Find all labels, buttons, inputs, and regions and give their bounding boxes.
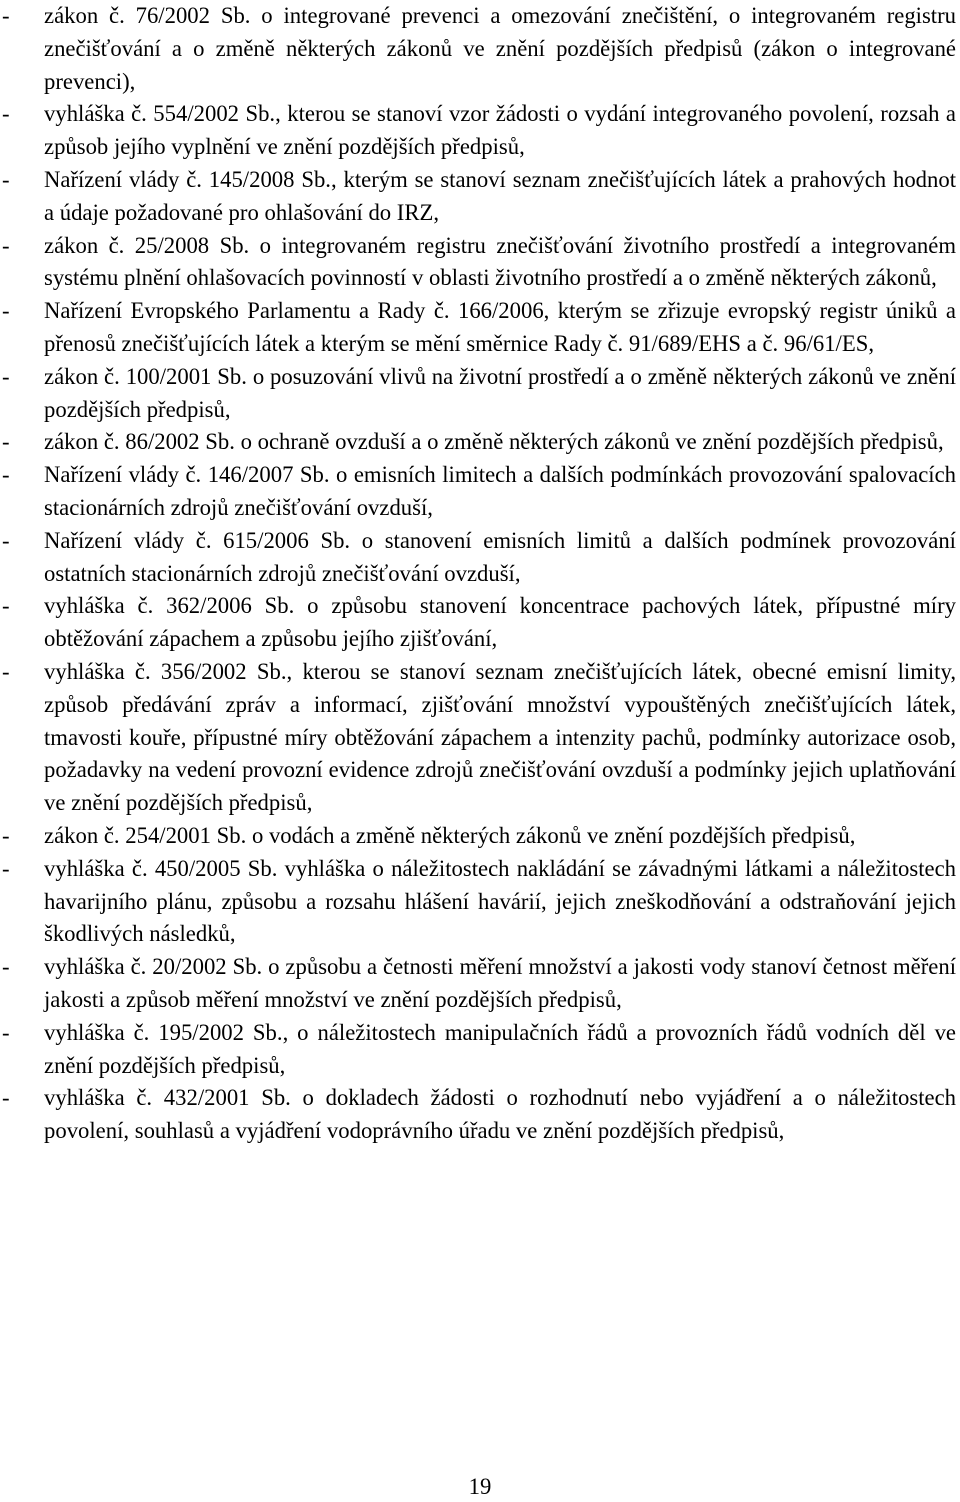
list-item xyxy=(0,361,956,427)
list-marker: - xyxy=(2,166,10,192)
list-item-text: vyhláška č. 554/2002 Sb., kterou se stanoví vzor žádosti o vydání integrovaného povolení, rozsah a způsob jejího vyplnění ve znění pozdějších předpisů, xyxy=(44,101,956,160)
list-item-text: Nařízení vlády č. 615/2006 Sb. o stanovení emisních limitů a dalších podmínek provozování ostatních stacionárních zdrojů znečišťování ovzduší, xyxy=(44,527,956,586)
list-marker: - xyxy=(2,462,10,488)
list-item xyxy=(0,951,956,1017)
list-marker: - xyxy=(2,658,10,684)
list-item xyxy=(0,525,956,591)
list-item-text: Nařízení vlády č. 146/2007 Sb. o emisních limitech a dalších podmínkách provozování spalovacích stacionárních zdrojů znečišťování ovzduší, xyxy=(44,462,956,520)
list-marker: - xyxy=(2,363,10,389)
list-item xyxy=(0,590,956,656)
list-item-text: zákon č. 100/2001 Sb. o posuzování vlivů na životní prostředí a o změně některých zákonů ve znění pozdějších předpisů, xyxy=(44,363,956,422)
list-item xyxy=(0,459,956,525)
list-item-text: vyhláška č. 195/2002 Sb., o náležitostech manipulačních řádů a provozních řádů vodních děl ve znění pozdějších předpisů, xyxy=(44,1019,956,1078)
list-item xyxy=(0,295,956,361)
list-item-text: zákon č. 76/2002 Sb. o integrované prevenci a omezování znečištění, o integrovaném registru znečišťování a o změně některých zákonů ve znění pozdějších předpisů (zákon o integrované prevenci), xyxy=(44,3,956,94)
list-item-text: zákon č. 86/2002 Sb. o ochraně ovzduší a o změně některých zákonů ve znění pozdějších předpisů, xyxy=(44,429,944,455)
list-marker: - xyxy=(2,1019,10,1045)
page-number: 19 xyxy=(468,1474,492,1499)
list-item xyxy=(0,1017,956,1083)
list-marker: - xyxy=(2,429,10,455)
list-marker: - xyxy=(2,3,10,28)
list-item xyxy=(0,164,956,230)
list-item xyxy=(0,656,956,820)
list-item-text: vyhláška č. 362/2006 Sb. o způsobu stanovení koncentrace pachových látek, přípustné míry obtěžování zápachem a způsobu jejího zjišťování, xyxy=(44,593,956,652)
list-marker: - xyxy=(2,855,10,881)
list-item xyxy=(0,230,956,296)
list-item-text: Nařízení Evropského Parlamentu a Rady č. 166/2006, kterým se zřizuje evropský registr úniků a přenosů znečišťujících látek a kterým se mění směrnice Rady č. 91/689/EHS a č. 96/61/ES, xyxy=(44,298,956,356)
list-item xyxy=(0,426,956,459)
list-item xyxy=(0,820,956,853)
list-item-text: vyhláška č. 450/2005 Sb. vyhláška o náležitostech nakládání se závadnými látkami a náležitostech havarijního plánu, způsobu a rozsahu hlášení havárií, jejich zneškodňování a odstraňování jejich škodlivých následků, xyxy=(44,855,956,947)
list-marker: - xyxy=(2,1085,10,1111)
list-marker: - xyxy=(2,298,10,324)
list-marker: - xyxy=(2,232,10,258)
list-marker: - xyxy=(2,593,10,619)
list-item-text: vyhláška č. 432/2001 Sb. o dokladech žádosti o rozhodnutí nebo vyjádření a o náležitostech povolení, souhlasů a vyjádření vodoprávního úřadu ve znění pozdějších předpisů, xyxy=(44,1085,956,1144)
list-marker: - xyxy=(2,527,10,553)
list-marker: - xyxy=(2,954,10,980)
list-item xyxy=(0,853,956,951)
list-item-text: Nařízení vlády č. 145/2008 Sb., kterým se stanoví seznam znečišťujících látek a prahových hodnot a údaje požadované pro ohlašování do IRZ, xyxy=(44,166,956,225)
list-marker: - xyxy=(2,101,10,127)
list-marker: - xyxy=(2,822,10,848)
list-item-text: vyhláška č. 356/2002 Sb., kterou se stanoví seznam znečišťujících látek, obecné emisní limity, způsob předávání zpráv a informací, zjišťování množství vypouštěných znečišťujících látek, tmavosti kouře, přípustné míry obtěžování zápachem a intenzity pachů, podmínky autorizace osob, požadavky na vedení provozní evidence zdrojů znečišťování ovzduší a podmínky jejich uplatňování ve znění pozdějších předpisů, xyxy=(44,658,956,816)
list-item xyxy=(0,1082,956,1148)
list-item xyxy=(0,0,956,98)
list-item-text: vyhláška č. 20/2002 Sb. o způsobu a četnosti měření množství a jakosti vody stanoví četnost měření jakosti a způsob měření množství ve znění pozdějších předpisů, xyxy=(44,954,956,1012)
list-item-text: zákon č. 25/2008 Sb. o integrovaném registru znečišťování životního prostředí a integrovaném systému plnění ohlašovacích povinností v oblasti životního prostředí a o změně některých zákonů, xyxy=(44,232,956,291)
list-item-text: zákon č. 254/2001 Sb. o vodách a změně některých zákonů ve znění pozdějších předpisů, xyxy=(44,822,856,848)
list-item xyxy=(0,98,956,164)
